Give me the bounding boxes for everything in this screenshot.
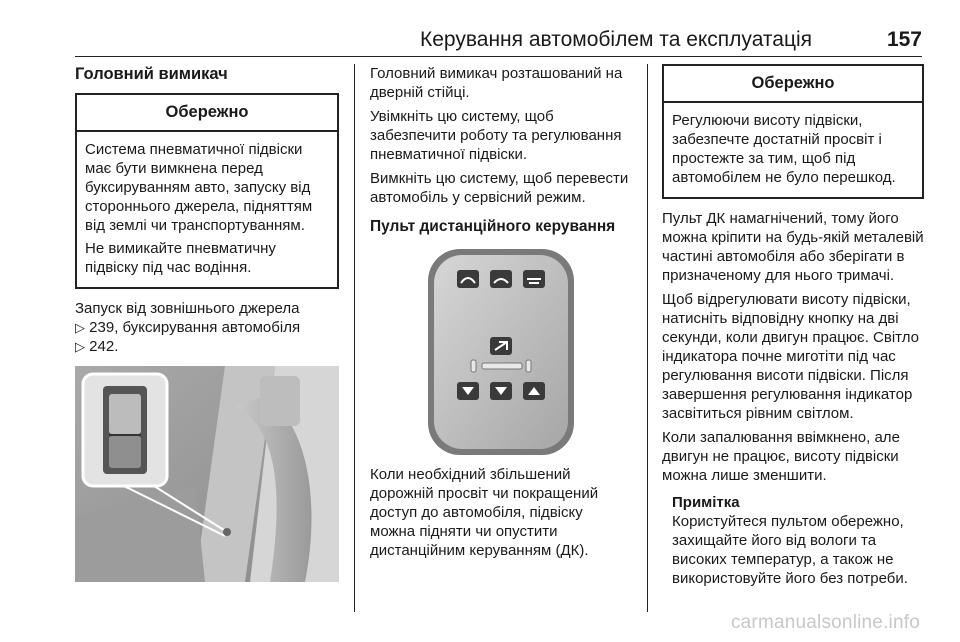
arrow-down-icon[interactable] <box>490 382 512 400</box>
page-number: 157 <box>886 28 922 51</box>
paragraph: Коли запалювання ввімкнено, але двигун не працює, висоту підвіски можна лише зменшити. <box>662 429 900 484</box>
paragraph: Пульт ДК намагнічений, тому його можна кріпити на будь-якій металевій частині автомобіля або зберігати в призначеному для нього тримачі. <box>662 210 924 284</box>
arrow-down-icon[interactable] <box>457 382 479 400</box>
door-pillar-illustration <box>75 366 339 582</box>
caution-box <box>662 64 924 199</box>
triangle-right-icon: ▷ <box>75 339 85 354</box>
indicator-light <box>471 360 476 372</box>
paragraph: Щоб відрегулювати висоту підвіски, натисніть відповідну кнопку на дві секунди, коли двигун працює. Світло індикатора почне миготіти під час регулювання висоти підвіски. Після завершення регулювання індикатор засвітиться рівним світлом. <box>662 291 919 422</box>
note-title: Примітка <box>672 494 740 511</box>
paragraph: Головний вимикач розташований на дверній стійці. <box>370 65 623 101</box>
jumpstart-text: Запуск від зовнішнього джерела <box>75 300 300 317</box>
remote-control-illustration <box>370 245 632 457</box>
cross-ref-link[interactable]: 239 <box>89 319 115 336</box>
header-title: Керування автомобілем та експлуатація <box>420 28 813 51</box>
note-block <box>672 493 924 588</box>
section-heading-remote-control: Пульт дистанційного керування <box>370 218 616 235</box>
column-separator <box>354 64 355 612</box>
column-1 <box>75 64 339 582</box>
indicator-light <box>526 360 531 372</box>
paragraph: Вимкніть цю систему, щоб перевести автомобіль у сервісний режим. <box>370 170 629 206</box>
caution-text: Система пневматичної підвіски має бути вимкнена перед буксируванням авто, запуску від стороннього джерела, підняттям від землі чи транспортуванням. <box>85 141 313 234</box>
caution-body <box>77 132 337 287</box>
watermark: carmanualsonline.info <box>730 612 920 633</box>
towing-text: , буксирування автомобіля <box>114 319 301 336</box>
column-2 <box>370 64 632 565</box>
caution-box <box>75 93 339 289</box>
cross-reference-paragraph <box>75 299 339 356</box>
caution-title: Обережно <box>77 95 337 132</box>
indicator-bar <box>482 363 522 369</box>
main-switch-photo <box>75 366 339 582</box>
car-raise-front-icon[interactable] <box>457 270 479 288</box>
car-raise-rear-icon[interactable] <box>490 270 512 288</box>
remote-control-figure <box>370 245 632 457</box>
caution-title: Обережно <box>664 66 922 103</box>
caution-text: Регулюючи висоту підвіски, забезпечте достатній просвіт і простежте за тим, щоб під автомобілем не було перешкод. <box>672 112 896 186</box>
caution-body <box>664 103 922 197</box>
triangle-right-icon: ▷ <box>75 320 85 335</box>
column-3 <box>662 64 924 588</box>
paragraph: Коли необхідний збільшений дорожній просвіт чи покращений доступ до автомобіля, підвіску можна підняти чи опустити дистанційним керуванням (ДК). <box>370 466 599 559</box>
header-rule <box>75 56 922 57</box>
column-separator <box>647 64 648 612</box>
paragraph: Увімкніть цю систему, щоб забезпечити роботу та регулювання пневматичної підвіски. <box>370 108 622 163</box>
arrow-up-icon[interactable] <box>523 382 545 400</box>
suspension-settings-icon <box>490 337 512 355</box>
car-level-icon[interactable] <box>523 270 545 288</box>
section-heading-main-switch: Головний вимикач <box>75 65 228 83</box>
cross-ref-link[interactable]: 242. <box>89 338 119 355</box>
note-text: Користуйтеся пультом обережно, захищайте його від вологи та високих температур, а також не використовуйте його без потреби. <box>672 513 908 587</box>
caution-text: Не вимикайте пневматичну підвіску під час водіння. <box>85 240 276 276</box>
